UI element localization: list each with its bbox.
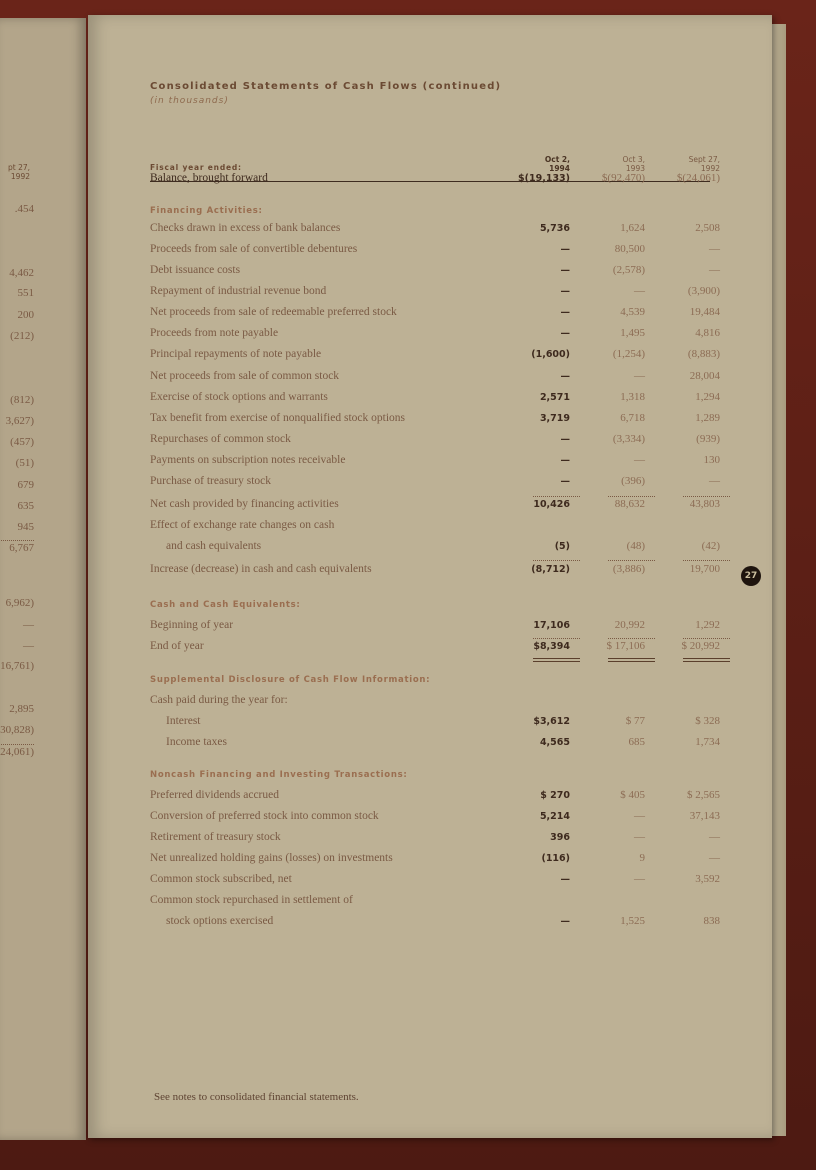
row-label: Common stock subscribed, net <box>150 873 292 885</box>
value-1992: — <box>709 475 720 487</box>
table-row <box>150 789 720 810</box>
table-row <box>150 454 720 475</box>
value-1992: 19,484 <box>689 306 720 318</box>
row-label: Debt issuance costs <box>150 264 241 276</box>
row-label: Proceeds from sale of convertible debentures <box>150 243 358 255</box>
value-1994: 10,426 <box>533 499 570 510</box>
value-1993: 80,500 <box>614 243 645 255</box>
value-1992: (42) <box>701 540 720 552</box>
row-label: Repayment of industrial revenue bond <box>150 285 327 297</box>
table-row <box>150 619 720 640</box>
table-row <box>150 831 720 852</box>
left-page-column-header: pt 27, 1992 <box>7 163 30 181</box>
table-row <box>150 264 720 285</box>
section-cash: Cash and Cash Equivalents: <box>150 600 301 610</box>
value-1993: (3,334) <box>612 433 645 445</box>
row-label: Purchase of treasury stock <box>150 475 272 487</box>
value-1992: 2,508 <box>695 222 720 234</box>
value-1992: 1,734 <box>695 736 720 748</box>
value-1992: $ 20,992 <box>681 640 720 652</box>
value-1993: — <box>634 873 645 885</box>
value-1993: (2,578) <box>612 264 645 276</box>
value-1993: — <box>634 285 645 297</box>
value-1994: 5,214 <box>539 811 570 822</box>
value-1993: — <box>634 810 645 822</box>
page-title: Consolidated Statements of Cash Flows (continued) <box>150 81 502 92</box>
value-1992: — <box>709 852 720 864</box>
left-page-value: — <box>23 640 34 652</box>
section-supplemental: Supplemental Disclosure of Cash Flow Information: <box>150 675 431 685</box>
table-row <box>150 306 720 327</box>
value-1994: — <box>560 307 570 318</box>
row-label: Repurchases of common stock <box>150 433 291 445</box>
table-row <box>150 563 720 584</box>
value-1994: 2,571 <box>539 392 570 403</box>
total-rule <box>683 661 730 662</box>
value-1994: (8,712) <box>531 564 570 575</box>
value-1993: (396) <box>621 475 645 487</box>
value-1992: 838 <box>703 915 720 927</box>
left-page-value: 24,061) <box>0 746 34 758</box>
row-label: Beginning of year <box>150 619 234 631</box>
row-label: Net unrealized holding gains (losses) on investments <box>150 852 393 864</box>
left-page-value: 679 <box>17 479 34 491</box>
left-page-value: 4,462 <box>9 267 34 279</box>
value-1993: (1,254) <box>612 348 645 360</box>
section-financing: Financing Activities: <box>150 206 263 216</box>
value-1993: — <box>634 454 645 466</box>
value-1992: — <box>709 264 720 276</box>
row-label: Checks drawn in excess of bank balances <box>150 222 341 234</box>
table-row <box>150 498 720 519</box>
footnote: See notes to consolidated financial statements. <box>154 1091 359 1103</box>
value-1992: 4,816 <box>695 327 720 339</box>
value-1993: 685 <box>628 736 645 748</box>
value-1992: 19,700 <box>689 563 720 575</box>
row-label: Payments on subscription notes receivable <box>150 454 346 466</box>
value-1992: 1,292 <box>695 619 720 631</box>
value-1994: — <box>560 328 570 339</box>
value-1993: $(92,470) <box>601 172 645 184</box>
value-1993: 1,318 <box>620 391 645 403</box>
left-page-value: .454 <box>14 203 34 215</box>
value-1992: $ 2,565 <box>687 789 720 801</box>
table-row <box>150 222 720 243</box>
page-edge <box>770 24 786 1136</box>
value-1994: (5) <box>554 541 570 552</box>
value-1994: — <box>560 371 570 382</box>
value-1993: 4,539 <box>620 306 645 318</box>
page-subtitle: (in thousands) <box>150 96 229 106</box>
left-page-value: 3,627) <box>5 415 34 427</box>
row-label: End of year <box>150 640 204 652</box>
subtotal-rule <box>533 638 580 639</box>
left-page-value: 16,761) <box>0 660 34 672</box>
table-row <box>150 243 720 264</box>
table-row <box>150 915 720 936</box>
table-row <box>150 736 720 757</box>
table-row <box>150 348 720 369</box>
table-row <box>150 370 720 391</box>
value-1993: 88,632 <box>614 498 645 510</box>
column-header-1994: Oct 2, 1994 <box>544 155 570 173</box>
subtotal-rule <box>533 560 580 561</box>
value-1994: — <box>560 874 570 885</box>
left-page-value: 6,962) <box>5 597 34 609</box>
row-label: Income taxes <box>166 736 227 748</box>
total-rule <box>533 658 580 659</box>
row-label: Retirement of treasury stock <box>150 831 281 843</box>
table-row <box>150 540 720 561</box>
left-page-value: (51) <box>15 457 34 469</box>
table-row <box>150 894 710 915</box>
value-1992: 37,143 <box>689 810 720 822</box>
value-1993: — <box>634 370 645 382</box>
left-page-rule <box>0 744 34 745</box>
row-label: Conversion of preferred stock into common stock <box>150 810 379 822</box>
subtotal-rule <box>608 638 655 639</box>
value-1992: (939) <box>696 433 720 445</box>
value-1994: (1,600) <box>531 349 570 360</box>
value-1993: 6,718 <box>620 412 645 424</box>
value-1994: — <box>560 455 570 466</box>
row-label: Exercise of stock options and warrants <box>150 391 328 403</box>
table-row <box>150 852 720 873</box>
left-facing-page <box>0 18 86 1140</box>
statement-page <box>88 15 772 1138</box>
value-1994: 3,719 <box>539 413 570 424</box>
column-header-1992: Sept 27, 1992 <box>688 155 720 173</box>
value-1994: — <box>560 286 570 297</box>
row-label: Interest <box>166 715 201 727</box>
subtotal-rule <box>683 560 730 561</box>
left-page-value: 551 <box>17 287 34 299</box>
row-label: Preferred dividends accrued <box>150 789 279 801</box>
value-1992: (3,900) <box>687 285 720 297</box>
value-1994: — <box>560 476 570 487</box>
table-row <box>150 172 720 193</box>
row-label: Principal repayments of note payable <box>150 348 322 360</box>
left-page-value: 635 <box>17 500 34 512</box>
table-row <box>150 810 720 831</box>
value-1994: $(19,133) <box>518 173 570 184</box>
row-label: stock options exercised <box>166 915 274 927</box>
table-row <box>150 285 720 306</box>
value-1994: 5,736 <box>539 223 570 234</box>
value-1993: $ 77 <box>625 715 645 727</box>
value-1992: 43,803 <box>689 498 720 510</box>
table-row <box>150 519 710 540</box>
row-label: Tax benefit from exercise of nonqualified stock options <box>150 412 405 424</box>
value-1994: 396 <box>550 832 570 843</box>
fiscal-year-label: Fiscal year ended: <box>150 163 242 172</box>
row-label: Effect of exchange rate changes on cash <box>150 519 335 531</box>
total-rule <box>608 658 655 659</box>
table-row <box>150 873 720 894</box>
table-row <box>150 391 720 412</box>
value-1994: — <box>560 434 570 445</box>
left-page-value: (812) <box>10 394 34 406</box>
left-page-value: (212) <box>10 330 34 342</box>
value-1994: 4,565 <box>539 737 570 748</box>
value-1992: $(24,061) <box>676 172 720 184</box>
value-1992: (8,883) <box>687 348 720 360</box>
column-header-1993: Oct 3, 1993 <box>622 155 645 173</box>
left-page-value: 945 <box>17 521 34 533</box>
table-row <box>150 327 720 348</box>
value-1993: (48) <box>626 540 645 552</box>
left-page-value: (457) <box>10 436 34 448</box>
section-noncash: Noncash Financing and Investing Transactions: <box>150 770 408 780</box>
value-1994: $3,612 <box>533 716 570 727</box>
value-1994: — <box>560 244 570 255</box>
table-row <box>150 412 720 433</box>
table-row <box>150 433 720 454</box>
subtotal-rule <box>608 496 655 497</box>
row-label: Net cash provided by financing activities <box>150 498 339 510</box>
value-1994: (116) <box>541 853 570 864</box>
table-row <box>150 715 720 736</box>
value-1993: 1,624 <box>620 222 645 234</box>
value-1993: 1,525 <box>620 915 645 927</box>
total-rule <box>533 661 580 662</box>
row-label: Net proceeds from sale of common stock <box>150 370 340 382</box>
value-1994: 17,106 <box>533 620 570 631</box>
row-label: and cash equivalents <box>166 540 262 552</box>
value-1992: — <box>709 243 720 255</box>
value-1992: — <box>709 831 720 843</box>
page-number-badge: 27 <box>741 566 761 586</box>
value-1993: — <box>634 831 645 843</box>
value-1993: $ 17,106 <box>606 640 645 652</box>
row-label: Balance, brought forward <box>150 172 268 184</box>
left-page-value: 2,895 <box>9 703 34 715</box>
row-label: Cash paid during the year for: <box>150 694 288 706</box>
row-label: Increase (decrease) in cash and cash equivalents <box>150 563 372 575</box>
value-1993: (3,886) <box>612 563 645 575</box>
value-1993: $ 405 <box>620 789 645 801</box>
value-1992: 28,004 <box>689 370 720 382</box>
left-page-value: 6,767 <box>9 542 34 554</box>
subtotal-rule <box>683 638 730 639</box>
value-1994: $8,394 <box>533 641 570 652</box>
total-rule <box>683 658 730 659</box>
table-row <box>150 694 710 715</box>
row-label: Net proceeds from sale of redeemable preferred stock <box>150 306 397 318</box>
total-rule <box>608 661 655 662</box>
value-1992: 1,289 <box>695 412 720 424</box>
value-1994: — <box>560 916 570 927</box>
left-page-rule <box>0 540 34 541</box>
left-page-value: 30,828) <box>0 724 34 736</box>
left-page-value: 200 <box>17 309 34 321</box>
subtotal-rule <box>683 496 730 497</box>
value-1992: $ 328 <box>695 715 720 727</box>
value-1992: 3,592 <box>695 873 720 885</box>
left-page-value: — <box>23 619 34 631</box>
value-1994: $ 270 <box>540 790 570 801</box>
value-1993: 20,992 <box>614 619 645 631</box>
table-row <box>150 475 720 496</box>
row-label: Common stock repurchased in settlement of <box>150 894 353 906</box>
subtotal-rule <box>608 560 655 561</box>
row-label: Proceeds from note payable <box>150 327 279 339</box>
subtotal-rule <box>533 496 580 497</box>
value-1992: 1,294 <box>695 391 720 403</box>
value-1993: 1,495 <box>620 327 645 339</box>
value-1993: 9 <box>639 852 645 864</box>
value-1992: 130 <box>703 454 720 466</box>
value-1994: — <box>560 265 570 276</box>
